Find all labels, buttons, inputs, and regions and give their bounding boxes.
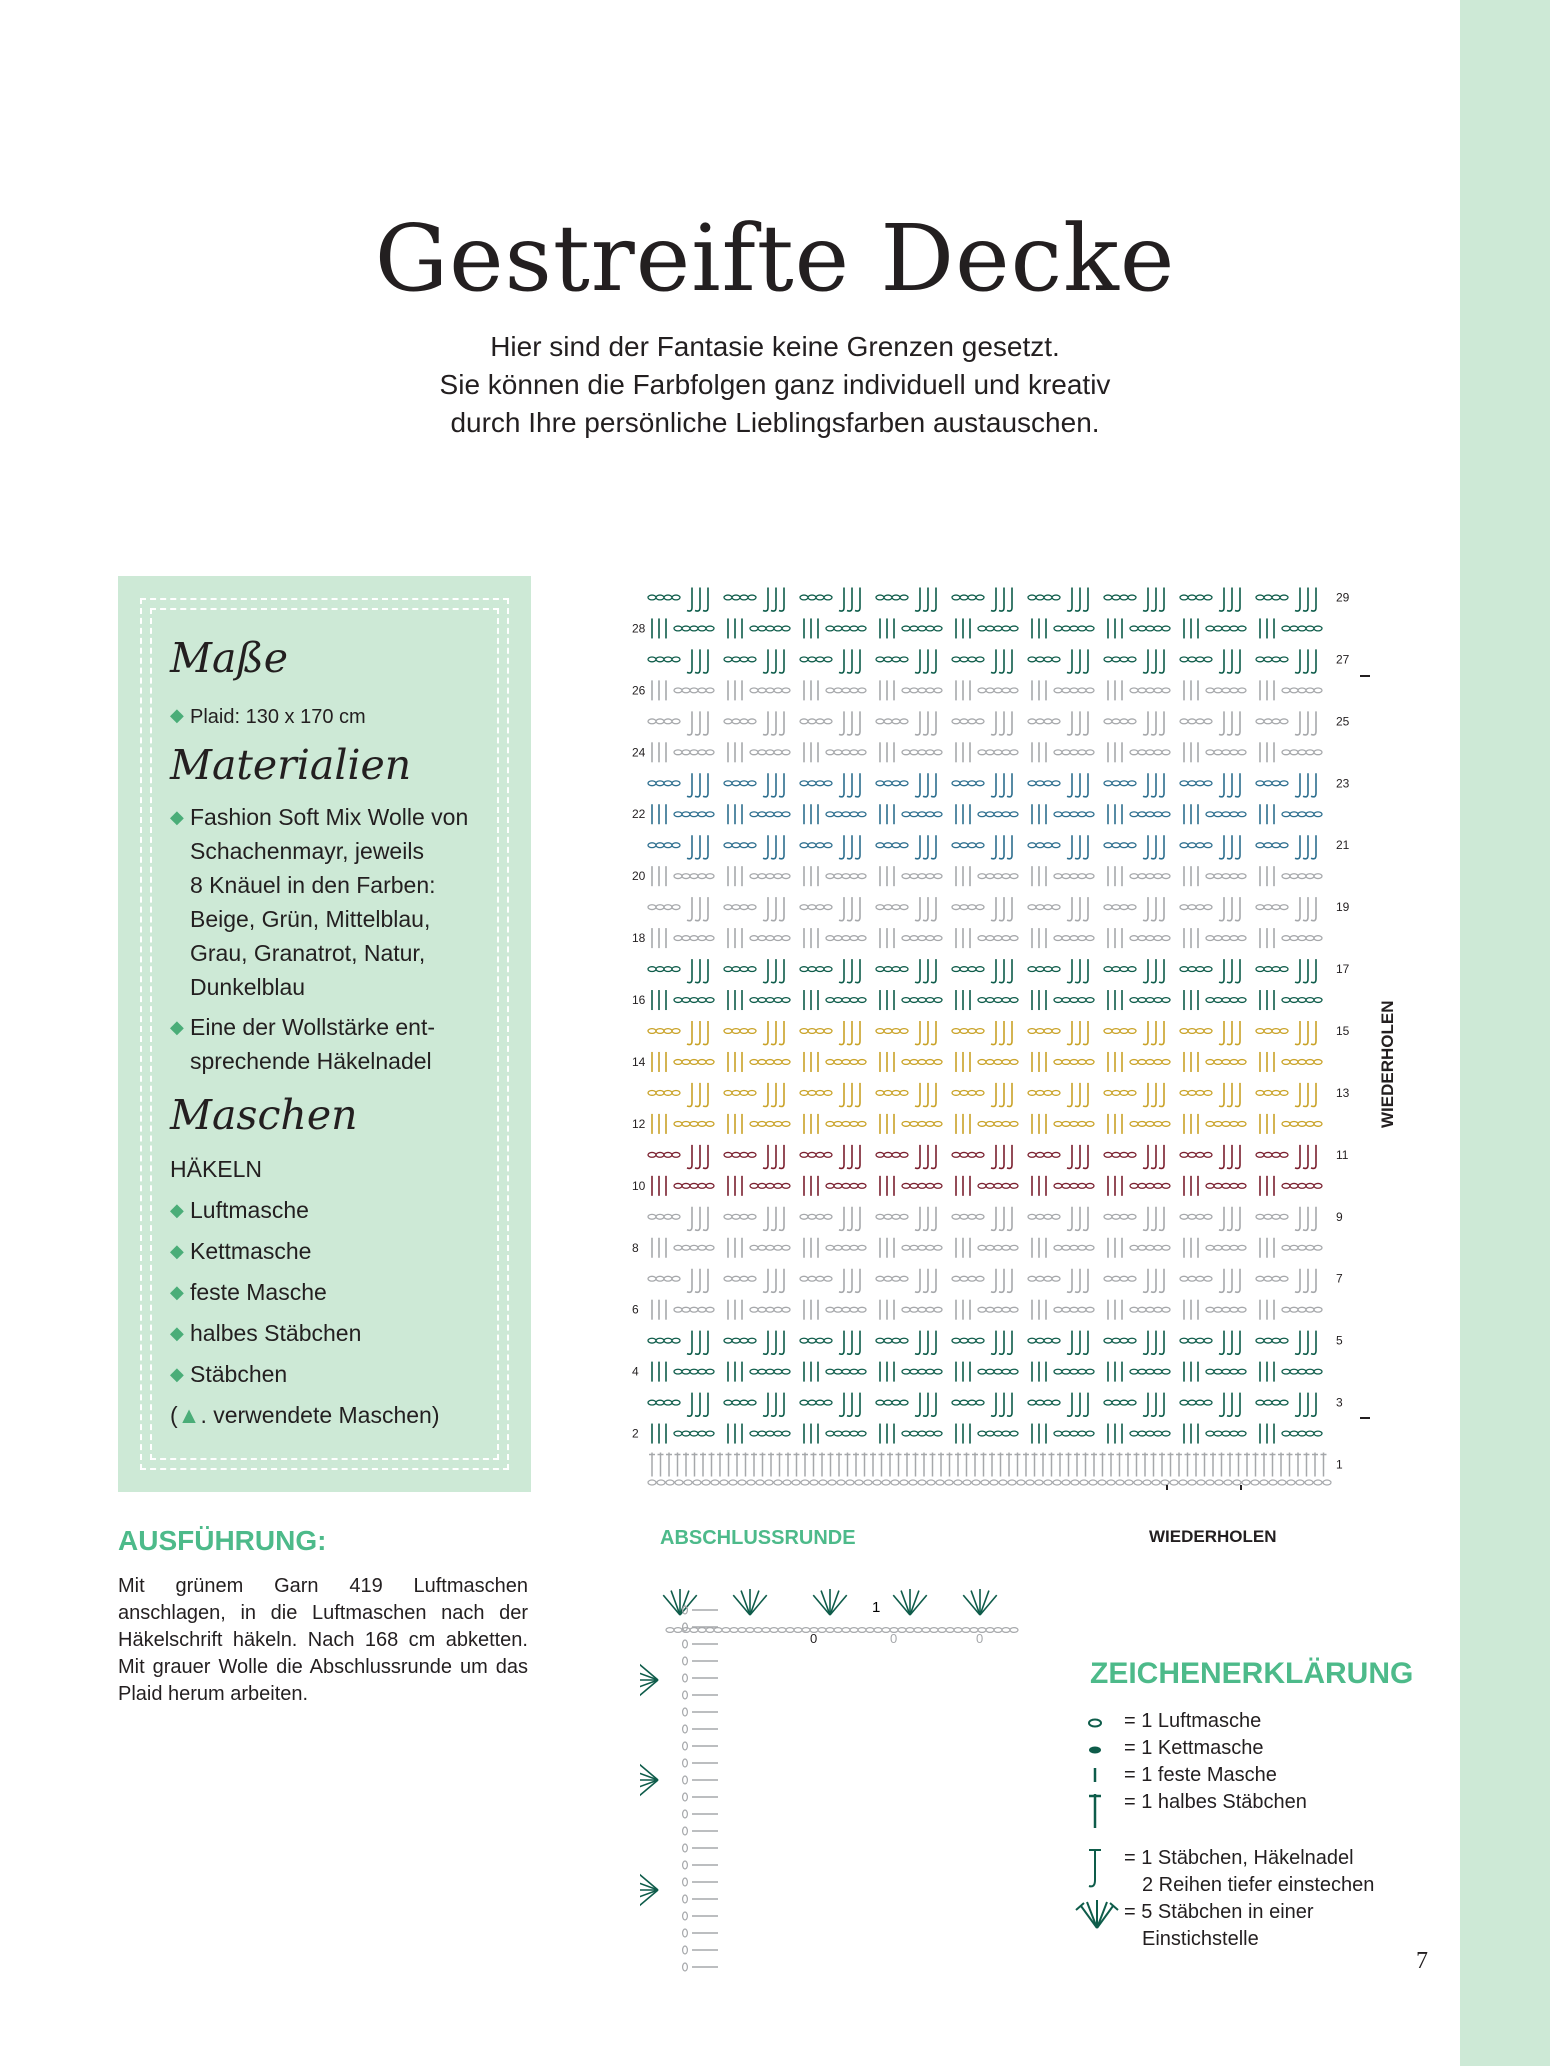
chain-mark bbox=[730, 1628, 738, 1633]
chain-mark bbox=[914, 1628, 922, 1633]
intro-line: durch Ihre persönliche Lieblingsfarben austauschen. bbox=[450, 407, 1100, 438]
chart-rows bbox=[648, 587, 1331, 1485]
diamond-bullet-icon: ◆ bbox=[170, 1241, 184, 1261]
chain-mark bbox=[882, 1628, 890, 1633]
row-number: 21 bbox=[1336, 838, 1350, 853]
row-number: 7 bbox=[1336, 1271, 1343, 1286]
diamond-bullet-icon: ◆ bbox=[170, 1017, 184, 1037]
chart-row bbox=[648, 1083, 1316, 1107]
list-item: ◆ Kettmasche bbox=[170, 1234, 440, 1268]
chain-mark bbox=[826, 1628, 834, 1633]
ausfuehrung-text: Mit grünem Garn 419 Luftmaschen anschlagen, in die Luftmaschen nach der Häkelschrift häkeln. Nach 168 cm abketten. Mit grauer Wolle die Abschlussrunde um das Plaid herum arbeiten. bbox=[118, 1575, 528, 1705]
intro-line: Hier sind der Fantasie keine Grenzen gesetzt. bbox=[490, 331, 1060, 362]
chart-row bbox=[652, 1238, 1322, 1258]
row-number: 15 bbox=[1336, 1024, 1350, 1038]
chain-mark bbox=[818, 1628, 826, 1633]
chain-mark bbox=[898, 1628, 906, 1633]
chart-row bbox=[648, 1331, 1316, 1355]
legend-item: = 1 Stäbchen, Häkelnadel bbox=[1124, 1847, 1354, 1869]
row-number: 18 bbox=[632, 931, 646, 946]
shell-stitch-mark bbox=[893, 1589, 926, 1615]
chart-row bbox=[648, 711, 1316, 735]
chain-mark bbox=[683, 1810, 688, 1818]
legend-item: = 1 Kettmasche bbox=[1124, 1737, 1264, 1759]
chain-mark bbox=[802, 1628, 810, 1633]
row-number: 28 bbox=[632, 621, 646, 636]
shell-stitch-mark bbox=[663, 1589, 696, 1615]
materials-box bbox=[118, 576, 531, 1492]
chain-mark bbox=[683, 1963, 688, 1971]
abschluss-heading: ABSCHLUSSRUNDE bbox=[660, 1527, 856, 1549]
row-number: 1 bbox=[1336, 1457, 1343, 1472]
row-number: 8 bbox=[632, 1240, 639, 1255]
chart-row bbox=[648, 1145, 1316, 1169]
chart-row bbox=[652, 1362, 1322, 1382]
chain-mark bbox=[683, 1861, 688, 1869]
row-number: 22 bbox=[632, 807, 646, 822]
chain-mark bbox=[850, 1628, 858, 1633]
ausfuehrung-heading: AUSFÜHRUNG: bbox=[118, 1525, 327, 1556]
diamond-bullet-icon: ◆ bbox=[170, 807, 184, 827]
chain-mark bbox=[754, 1628, 762, 1633]
chain-mark bbox=[683, 1640, 688, 1648]
chain-mark bbox=[683, 1742, 688, 1750]
chart-row bbox=[648, 649, 1316, 673]
chain-mark bbox=[690, 1628, 698, 1633]
chain-mark bbox=[683, 1759, 688, 1767]
chain-mark bbox=[962, 1628, 970, 1633]
row-number: 17 bbox=[1336, 962, 1350, 977]
chain-mark bbox=[683, 1708, 688, 1716]
row-number: 2 bbox=[632, 1426, 639, 1441]
chart-row bbox=[648, 835, 1316, 859]
chart-row bbox=[652, 618, 1322, 638]
legend-item-cont: Einstichstelle bbox=[1142, 1928, 1259, 1950]
chain-mark bbox=[698, 1628, 706, 1633]
chart-right-labels bbox=[1336, 590, 1350, 1471]
row-number: 23 bbox=[1336, 776, 1350, 791]
maschen-list bbox=[170, 1152, 440, 1432]
row-number: 10 bbox=[632, 1178, 646, 1193]
list-item: ◆ Stäbchen bbox=[170, 1357, 440, 1391]
masse-heading: Maße bbox=[170, 634, 289, 682]
row-number: 6 bbox=[632, 1302, 639, 1317]
chain-mark bbox=[746, 1628, 754, 1633]
maschen-heading: Maschen bbox=[170, 1091, 358, 1139]
row-number: 11 bbox=[1336, 1147, 1349, 1162]
chain-mark bbox=[683, 1776, 688, 1784]
chain-mark bbox=[930, 1628, 938, 1633]
shell-stitch-mark bbox=[640, 1873, 658, 1906]
border-number: 0 bbox=[890, 1631, 898, 1646]
row-number: 27 bbox=[1336, 652, 1350, 667]
maschen-note: (▲. verwendete Maschen) bbox=[170, 1402, 440, 1428]
chart-row bbox=[652, 1424, 1322, 1444]
chart-row bbox=[648, 773, 1316, 797]
crochet-chart bbox=[630, 570, 1370, 1490]
row-number: 26 bbox=[632, 683, 646, 698]
diamond-bullet-icon: ◆ bbox=[170, 1364, 184, 1384]
diamond-bullet-icon: ◆ bbox=[170, 705, 184, 725]
chain-mark bbox=[874, 1628, 882, 1633]
row-number: 12 bbox=[632, 1116, 646, 1131]
page-title: Gestreifte Decke bbox=[374, 205, 1176, 312]
chain-mark bbox=[866, 1628, 874, 1633]
chain-mark bbox=[714, 1628, 722, 1633]
chain-mark bbox=[986, 1628, 994, 1633]
list-item: ◆ Fashion Soft Mix Wolle von Schachenmayr, jeweils 8 Knäuel in den Farben: Beige, Grün, Mittelblau, Grau, Granatrot, Natur, Dunkelblau bbox=[170, 800, 468, 1004]
row-number: 5 bbox=[1336, 1333, 1343, 1348]
legend-heading: ZEICHENERKLÄRUNG bbox=[1090, 1657, 1414, 1690]
chart-row bbox=[652, 990, 1322, 1010]
shell-stitch-mark bbox=[733, 1589, 766, 1615]
row-number: 9 bbox=[1336, 1209, 1343, 1224]
chain-mark bbox=[683, 1623, 688, 1631]
chain-mark bbox=[786, 1628, 794, 1633]
maschen-subheading: HÄKELN bbox=[170, 1156, 263, 1182]
chain-mark bbox=[922, 1628, 930, 1633]
border-number: 0 bbox=[976, 1631, 984, 1646]
shell-stitch-mark bbox=[813, 1589, 846, 1615]
half-double-icon bbox=[1089, 1794, 1101, 1828]
chain-mark bbox=[683, 1691, 688, 1699]
shell-stitch-mark bbox=[963, 1589, 996, 1615]
chain-mark bbox=[722, 1628, 730, 1633]
legend-item: = 1 halbes Stäbchen bbox=[1124, 1791, 1307, 1813]
chart-row bbox=[648, 897, 1316, 921]
page-number: 7 bbox=[1416, 1948, 1428, 1974]
list-item: ◆ Luftmasche bbox=[170, 1193, 440, 1227]
row-number: 24 bbox=[632, 745, 646, 760]
chain-mark bbox=[683, 1946, 688, 1954]
row-number: 16 bbox=[632, 993, 646, 1008]
list-item: ◆ feste Masche bbox=[170, 1275, 440, 1309]
chart-row bbox=[648, 959, 1316, 983]
border-rows bbox=[640, 1589, 1018, 1971]
diamond-bullet-icon: ◆ bbox=[170, 1282, 184, 1302]
chain-mark bbox=[770, 1628, 778, 1633]
row-number: 29 bbox=[1336, 590, 1350, 605]
row-number: 19 bbox=[1336, 900, 1350, 915]
chart-row bbox=[652, 928, 1322, 948]
chain-mark bbox=[954, 1628, 962, 1633]
row-number: 25 bbox=[1336, 714, 1350, 729]
chain-mark bbox=[683, 1827, 688, 1835]
chart-row bbox=[648, 1207, 1316, 1231]
chart-row bbox=[652, 866, 1322, 886]
chain-mark bbox=[683, 1674, 688, 1682]
chain-mark bbox=[1010, 1628, 1018, 1633]
border-chart bbox=[640, 1570, 1040, 1990]
chain-mark bbox=[683, 1844, 688, 1852]
chain-mark bbox=[858, 1628, 866, 1633]
chain-mark bbox=[762, 1628, 770, 1633]
chain-mark bbox=[683, 1895, 688, 1903]
chart-row bbox=[652, 1176, 1322, 1196]
chain-mark bbox=[683, 1793, 688, 1801]
chart-row bbox=[648, 1269, 1316, 1293]
border-number: 1 bbox=[872, 1599, 881, 1616]
border-number: 0 bbox=[810, 1631, 818, 1646]
chart-row bbox=[652, 1114, 1322, 1134]
chain-mark bbox=[683, 1725, 688, 1733]
row-number: 3 bbox=[1336, 1395, 1343, 1410]
masse-list bbox=[170, 698, 366, 734]
chain-mark bbox=[906, 1628, 914, 1633]
list-item: ◆ Eine der Wollstärke ent- sprechende Häkelnadel bbox=[170, 1010, 468, 1078]
chain-mark bbox=[794, 1628, 802, 1633]
chart-row bbox=[648, 1393, 1316, 1417]
chart-row bbox=[648, 1453, 1331, 1486]
spike-stitch-icon bbox=[1089, 1850, 1101, 1886]
chain-mark bbox=[674, 1628, 682, 1633]
legend-item: = 1 Luftmasche bbox=[1124, 1710, 1262, 1732]
chain-stitch-icon bbox=[1089, 1720, 1101, 1727]
chain-mark bbox=[1002, 1628, 1010, 1633]
chain-mark bbox=[683, 1912, 688, 1920]
list-item: ◆ halbes Stäbchen bbox=[170, 1316, 440, 1350]
chain-mark bbox=[738, 1628, 746, 1633]
chart-row bbox=[648, 1021, 1316, 1045]
diamond-bullet-icon: ◆ bbox=[170, 1200, 184, 1220]
shell-stitch-mark bbox=[640, 1763, 658, 1796]
chain-mark bbox=[834, 1628, 842, 1633]
row-number: 4 bbox=[632, 1364, 639, 1379]
chain-mark bbox=[683, 1657, 688, 1665]
repeat-bracket-horizontal bbox=[1167, 1485, 1241, 1490]
chart-row bbox=[652, 1052, 1322, 1072]
row-number: 13 bbox=[1336, 1085, 1350, 1100]
chain-mark bbox=[842, 1628, 850, 1633]
slip-stitch-icon bbox=[1089, 1747, 1101, 1754]
diamond-bullet-icon: ◆ bbox=[170, 1323, 184, 1343]
materialien-heading: Materialien bbox=[170, 741, 412, 789]
shell-stitch-mark bbox=[640, 1663, 658, 1696]
legend-item: = 5 Stäbchen in einer bbox=[1124, 1901, 1314, 1923]
chain-mark bbox=[994, 1628, 1002, 1633]
chain-mark bbox=[706, 1628, 714, 1633]
triangle-icon: ▲ bbox=[177, 1402, 201, 1428]
intro-text bbox=[0, 328, 1550, 442]
legend-item: = 1 feste Masche bbox=[1124, 1764, 1277, 1786]
repeat-label-horizontal: WIEDERHOLEN bbox=[1149, 1527, 1277, 1546]
chart-row bbox=[652, 1300, 1322, 1320]
chain-mark bbox=[683, 1878, 688, 1886]
chain-mark bbox=[946, 1628, 954, 1633]
chain-mark bbox=[666, 1628, 674, 1633]
shell-stitch-icon bbox=[1076, 1900, 1118, 1928]
legend-item-cont: 2 Reihen tiefer einstechen bbox=[1142, 1874, 1375, 1896]
chain-mark bbox=[778, 1628, 786, 1633]
chart-row bbox=[652, 804, 1322, 824]
chart-row bbox=[652, 742, 1322, 762]
chart-left-labels bbox=[632, 621, 646, 1440]
materialien-list bbox=[170, 800, 468, 1078]
row-number: 14 bbox=[632, 1054, 646, 1069]
chain-mark bbox=[683, 1929, 688, 1937]
list-item: ◆ Plaid: 130 x 170 cm bbox=[170, 698, 366, 734]
chart-row bbox=[652, 680, 1322, 700]
intro-line: Sie können die Farbfolgen ganz individuell und kreativ bbox=[439, 369, 1111, 400]
repeat-bracket-vertical bbox=[1360, 676, 1370, 1418]
chain-mark bbox=[938, 1628, 946, 1633]
row-number: 20 bbox=[632, 869, 646, 884]
repeat-label-vertical: WIEDERHOLEN bbox=[1378, 1000, 1397, 1128]
chart-row bbox=[648, 587, 1316, 611]
